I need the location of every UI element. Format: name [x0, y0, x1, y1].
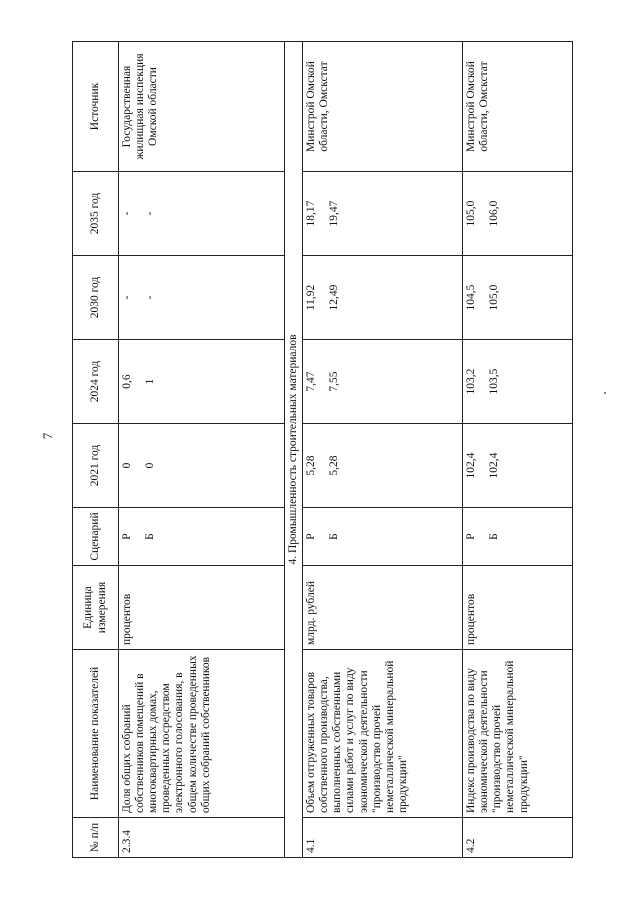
- row-42-2021: [463, 424, 573, 508]
- header-2021: 2021 год: [73, 424, 119, 508]
- value-r: 7,47: [305, 371, 318, 392]
- row-234-name: Доля общих собраний собственников помещений в многоквартирных домах, проведенных посредством электронного голосования, в общем количестве проведенных общих собраний собственников: [119, 650, 285, 818]
- scenario-r: Р: [121, 533, 133, 540]
- header-num: № п/п: [73, 818, 119, 858]
- row-234-num: 2.3.4: [119, 818, 285, 858]
- value-r: 5,28: [305, 455, 318, 476]
- row-41-num: 4.1: [303, 818, 463, 858]
- value-r: 102,4: [465, 452, 478, 479]
- header-2024: 2024 год: [73, 340, 119, 424]
- section-title: 4. Промышленность строительных материалов: [285, 42, 303, 858]
- row-234-2021: [119, 424, 285, 508]
- indicators-table: [72, 41, 573, 858]
- value-r: 0: [121, 462, 133, 469]
- row-41-2030: [303, 256, 463, 340]
- value-r: 104,5: [465, 284, 478, 311]
- value-r: 11,92: [305, 284, 318, 311]
- row-42-unit: процентов: [463, 566, 573, 650]
- row-42-name: Индекс производства по виду экономической деятельности "производство прочей неметаллической минеральной продукции": [463, 650, 573, 818]
- rotated-table-container: [72, 42, 570, 858]
- row-41-2021: [303, 424, 463, 508]
- row-42-source: Минстрой Омской области, Омскстат: [463, 42, 573, 172]
- value-r: 105,0: [465, 200, 478, 227]
- value-b: -: [144, 295, 157, 300]
- header-source: Источник: [73, 42, 119, 172]
- table-header-row: [73, 42, 119, 858]
- section-row: [285, 42, 303, 858]
- value-b: 7,55: [328, 371, 341, 392]
- row-41-scenario: [303, 508, 463, 566]
- value-r: -: [121, 211, 133, 216]
- value-b: 1: [144, 378, 157, 385]
- table-row: [119, 42, 285, 858]
- header-2035: 2035 год: [73, 172, 119, 256]
- value-b: -: [144, 211, 157, 216]
- value-b: 105,0: [488, 284, 501, 311]
- scenario-r: Р: [465, 533, 478, 540]
- value-b: 5,28: [328, 455, 341, 476]
- header-name: Наименование показателей: [73, 650, 119, 818]
- row-234-2030: [119, 256, 285, 340]
- value-b: 19,47: [328, 200, 341, 227]
- value-r: 18,17: [305, 200, 318, 227]
- value-r: -: [121, 295, 133, 300]
- row-41-unit: млрд. рублей: [303, 566, 463, 650]
- table-row: [303, 42, 463, 858]
- value-b: 106,0: [488, 200, 501, 227]
- value-b: 103,5: [488, 368, 501, 395]
- scenario-r: Р: [305, 533, 318, 540]
- value-r: 103,2: [465, 368, 478, 395]
- row-42-scenario: [463, 508, 573, 566]
- row-41-2035: [303, 172, 463, 256]
- value-b: 102,4: [488, 452, 501, 479]
- value-b: 0: [144, 462, 157, 469]
- header-2030: 2030 год: [73, 256, 119, 340]
- scenario-b: Б: [144, 533, 157, 540]
- row-41-source: Минстрой Омской области, Омскстат: [303, 42, 463, 172]
- value-r: 0,6: [121, 374, 133, 389]
- row-42-2035: [463, 172, 573, 256]
- row-41-name: Объем отгруженных товаров собственного производства, выполненных собственными силами работ и услуг по виду экономической деятельности "производство прочей неметаллической минеральной продукции": [303, 650, 463, 818]
- header-unit: Единица измерения: [73, 566, 119, 650]
- row-42-2024: [463, 340, 573, 424]
- value-b: 12,49: [328, 284, 341, 311]
- scenario-b: Б: [488, 533, 501, 540]
- row-42-2030: [463, 256, 573, 340]
- header-scenario: Сценарий: [73, 508, 119, 566]
- scan-dot: [604, 392, 606, 394]
- page-number: 7: [40, 432, 55, 440]
- row-41-2024: [303, 340, 463, 424]
- row-234-unit: процентов: [119, 566, 285, 650]
- row-234-2035: [119, 172, 285, 256]
- scenario-b: Б: [328, 533, 341, 540]
- row-234-2024: [119, 340, 285, 424]
- row-42-num: 4.2: [463, 818, 573, 858]
- table-row: [463, 42, 573, 858]
- row-234-scenario: [119, 508, 285, 566]
- row-234-source: Государственная жилищная инспекция Омской области: [119, 42, 285, 172]
